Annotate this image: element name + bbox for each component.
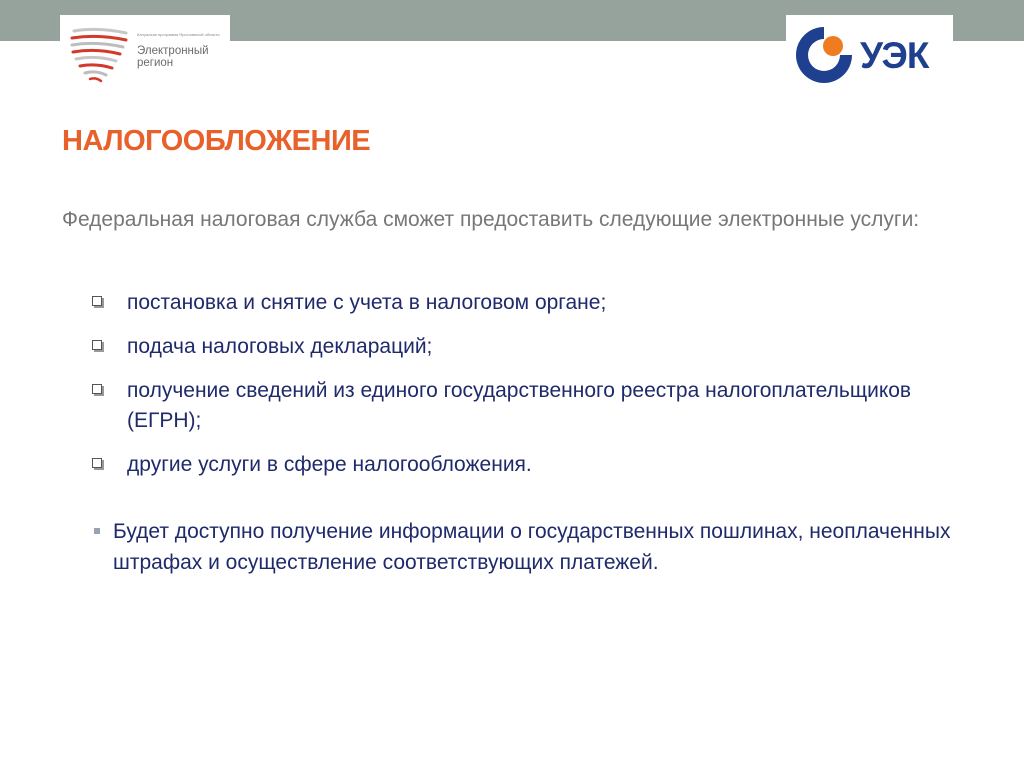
services-list — [92, 288, 972, 494]
service-text: получение сведений из единого государственного реестра налогоплательщиков (ЕГРН); — [127, 379, 912, 432]
list-item — [92, 288, 972, 318]
checkbox-bullet-icon — [92, 340, 102, 350]
list-item — [92, 332, 972, 362]
slide-title: НАЛОГООБЛОЖЕНИЕ — [62, 125, 371, 157]
checkbox-bullet-icon — [92, 296, 102, 306]
logo-name: Электронный регион — [137, 45, 209, 69]
service-text: постановка и снятие с учета в налоговом органе; — [127, 291, 607, 314]
checkbox-bullet-icon — [92, 458, 102, 468]
checkbox-bullet-icon — [92, 384, 102, 394]
logo-caption: Калужская программа Ярославской области — [137, 32, 220, 37]
uek-logo-icon — [792, 23, 856, 87]
uek-logo-text: УЭК — [860, 35, 929, 76]
electronic-region-logo — [60, 15, 230, 94]
electronic-region-logo-icon — [68, 25, 132, 85]
uek-logo — [786, 15, 953, 94]
list-item — [92, 450, 972, 480]
service-text: другие услуги в сфере налогообложения. — [127, 453, 532, 476]
square-bullet-icon — [94, 528, 100, 534]
payments-note — [92, 516, 972, 578]
list-item — [92, 376, 972, 436]
service-text: подача налоговых деклараций; — [127, 335, 433, 358]
intro-text: Федеральная налоговая служба сможет предоставить следующие электронные услуги: — [62, 208, 920, 231]
note-text: Будет доступно получение информации о государственных пошлинах, неоплаченных штрафах и осуществление соответствующих платежей. — [113, 520, 951, 574]
